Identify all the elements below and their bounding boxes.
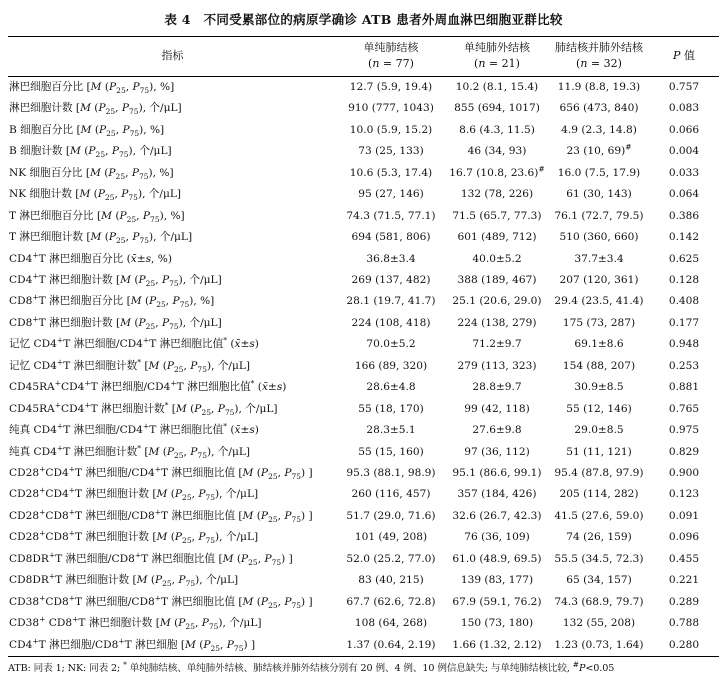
table-row [8,227,719,248]
row-label: T 淋巴细胞计数 [M ($P_{25}$, $P_{75}$), 个/μL] [9,231,193,246]
row-label: B 细胞计数 [M ($P_{25}$, $P_{75}$), 个/μL] [9,145,172,160]
cell-p-value: 0.765 [668,402,700,415]
cell-p-value: 0.083 [668,102,700,115]
cell-p-value: 0.064 [668,188,700,201]
table-row [8,635,719,657]
row-label: 记忆 CD4+T 淋巴细胞/CD4+T 淋巴细胞比值* (x̄±s) [9,335,259,351]
table-row [8,313,719,334]
cell-group3-value: 510 (360, 660) [559,231,639,244]
cell-p-value: 0.221 [668,574,700,587]
cell-p-value: 0.829 [668,445,700,458]
header-group-extrapulmonary [445,37,549,77]
cell-group1-value: 55 (15, 160) [358,445,424,458]
cell-p-value: 0.096 [668,531,700,544]
cell-group1-value: 910 (777, 1043) [348,102,434,115]
cell-group1-value: 10.6 (5.3, 17.4) [349,166,433,179]
table-row [8,420,719,441]
row-label: CD8+T 淋巴细胞计数 [M ($P_{25}$, $P_{75}$), 个/μL] [9,314,222,331]
cell-group1-value: 73 (25, 133) [358,145,424,158]
table-row [8,184,719,205]
cell-group2-value: 150 (73, 180) [460,617,534,630]
cell-p-value: 0.253 [668,359,700,372]
cell-group1-value: 95.3 (88.1, 98.9) [346,467,436,480]
cell-group2-value: 357 (184, 426) [457,488,537,501]
table-row [8,592,719,613]
cell-group2-value: 224 (138, 279) [457,316,537,329]
table-row [8,549,719,570]
cell-group3-value: 95.4 (87.8, 97.9) [554,467,644,480]
cell-group3-value: 207 (120, 361) [559,273,639,286]
group-name: 单纯肺外结核 [464,41,530,54]
table-row [8,334,719,355]
cell-p-value: 0.625 [668,252,700,265]
table-row [8,570,719,591]
cell-group2-value: 32.6 (26.7, 42.3) [452,509,542,522]
row-label: CD28+CD8+T 淋巴细胞/CD8+T 淋巴细胞比值 [M ($P_{25}$, $P_{75}$) ] [9,507,313,525]
cell-group3-value: 175 (73, 287) [562,316,636,329]
row-label: NK 细胞计数 [M ($P_{25}$, $P_{75}$), 个/μL] [9,188,182,203]
table-row [8,463,719,484]
group-name: 单纯肺结核 [363,41,419,54]
row-label: CD4+T 淋巴细胞/CD8+T 淋巴细胞 [M ($P_{25}$, $P_{75}$) ] [9,636,256,653]
cell-group1-value: 269 (137, 482) [351,273,431,286]
cell-p-value: 0.177 [668,316,700,329]
cell-group1-value: 101 (49, 208) [354,531,428,544]
cell-p-value: 0.289 [668,595,700,608]
cell-group3-value: 4.9 (2.3, 14.8) [561,123,637,136]
table-footnote: ATB: 同表 1; NK: 同表 2; * 单纯肺结核、单纯肺外结核、肺结核并肺外结核分别有 20 例、4 例、10 例信息缺失; 与单纯肺结核比较, #P<0.05 [8,659,615,675]
row-label: CD38+ CD8+T 淋巴细胞计数 [M ($P_{25}$, $P_{75}$), 个/μL] [9,614,262,632]
row-label: NK 细胞百分比 [M ($P_{25}$, $P_{75}$), %] [9,166,174,181]
cell-group3-value: 656 (473, 840) [559,102,639,115]
cell-group2-value: 1.66 (1.32, 2.12) [452,638,542,651]
cell-p-value: 0.128 [668,273,700,286]
cell-group1-value: 83 (40, 215) [358,574,424,587]
row-label: CD28+CD4+T 淋巴细胞计数 [M ($P_{25}$, $P_{75}$), 个/μL] [9,485,259,503]
table-row [8,527,719,548]
table-row [8,291,719,312]
cell-p-value: 0.975 [668,424,700,437]
table-row [8,399,719,420]
header-group-combined [549,37,649,77]
cell-p-value: 0.123 [668,488,700,501]
cell-group2-value: 28.8±9.7 [472,381,522,394]
cell-group3-value: 55 (12, 146) [566,402,632,415]
cell-p-value: 0.900 [668,467,700,480]
cell-group3-value: 76.1 (72.7, 79.5) [554,209,644,222]
header-p-value: P 值 [673,48,695,62]
cell-p-value: 0.948 [668,338,700,351]
row-label: 淋巴细胞计数 [M ($P_{25}$, $P_{75}$), 个/μL] [9,102,182,117]
cell-p-value: 0.386 [668,209,700,222]
cell-p-value: 0.788 [668,617,700,630]
table-row [8,206,719,227]
cell-group2-value: 132 (78, 226) [460,188,534,201]
cell-group3-value: 55.5 (34.5, 72.3) [554,552,644,565]
cell-group1-value: 166 (89, 320) [354,359,428,372]
cell-group1-value: 67.7 (62.6, 72.8) [346,595,436,608]
cell-p-value: 0.066 [668,123,700,136]
cell-group1-value: 28.3±5.1 [366,424,416,437]
header-indicator: 指标 [161,48,184,62]
cell-group3-value: 1.23 (0.73, 1.64) [554,638,644,651]
cell-group1-value: 10.0 (5.9, 15.2) [349,123,433,136]
cell-group1-value: 70.0±5.2 [366,338,416,351]
cell-group2-value: 71.2±9.7 [472,338,522,351]
cell-group1-value: 36.8±3.4 [366,252,416,265]
cell-group1-value: 694 (581, 806) [351,231,431,244]
header-group-pulmonary [337,37,445,77]
table-row [8,484,719,505]
cell-group3-value: 16.0 (7.5, 17.9) [557,166,641,179]
table-row [8,98,719,119]
table-row [8,270,719,291]
group-name: 肺结核并肺外结核 [555,41,643,54]
cell-group2-value: 601 (489, 712) [457,231,537,244]
cell-group2-value: 40.0±5.2 [472,252,522,265]
cell-group2-value: 16.7 (10.8, 23.6)# [449,164,545,179]
cell-group2-value: 67.9 (59.1, 76.2) [452,595,542,608]
cell-group3-value: 30.9±8.5 [574,381,624,394]
row-label: 记忆 CD4+T 淋巴细胞计数* [M ($P_{25}$, $P_{75}$), 个/μL] [9,357,251,374]
row-label: CD8DR+T 淋巴细胞计数 [M ($P_{25}$, $P_{75}$), 个/μL] [9,571,239,589]
cell-group3-value: 61 (30, 143) [566,188,632,201]
row-label: CD28+CD8+T 淋巴细胞计数 [M ($P_{25}$, $P_{75}$), 个/μL] [9,528,259,546]
cell-group3-value: 205 (114, 282) [559,488,639,501]
cell-group1-value: 52.0 (25.2, 77.0) [346,552,436,565]
row-label: CD4+T 淋巴细胞百分比 (x̄±s, %) [9,249,172,265]
group-n: (n = 77) [368,56,414,70]
row-label: CD28+CD4+T 淋巴细胞/CD4+T 淋巴细胞比值 [M ($P_{25}$, $P_{75}$) ] [9,464,313,482]
cell-group1-value: 108 (64, 268) [354,617,428,630]
cell-group2-value: 10.2 (8.1, 15.4) [455,80,539,93]
cell-group3-value: 74.3 (68.9, 79.7) [554,595,644,608]
cell-group1-value: 51.7 (29.0, 71.6) [346,509,436,522]
cell-group2-value: 95.1 (86.6, 99.1) [452,467,542,480]
cell-group3-value: 29.4 (23.5, 41.4) [554,295,644,308]
cell-p-value: 0.033 [668,166,700,179]
table-title: 表 4 不同受累部位的病原学确诊 ATB 患者外周血淋巴细胞亚群比较 [164,12,563,27]
cell-group2-value: 71.5 (65.7, 77.3) [452,209,542,222]
row-label: B 细胞百分比 [M ($P_{25}$, $P_{75}$), %] [9,123,165,138]
table-header [8,37,719,77]
cell-group1-value: 1.37 (0.64, 2.19) [346,638,436,651]
cell-group2-value: 46 (34, 93) [467,145,527,158]
cell-group2-value: 279 (113, 323) [457,359,537,372]
table-row [8,613,719,634]
lymphocyte-comparison-table [8,36,719,657]
row-label: CD45RA+CD4+T 淋巴细胞计数* [M ($P_{25}$, $P_{75}$), 个/μL] [9,400,278,417]
cell-group1-value: 74.3 (71.5, 77.1) [346,209,436,222]
cell-group1-value: 28.1 (19.7, 41.7) [346,295,436,308]
cell-p-value: 0.408 [668,295,700,308]
cell-p-value: 0.004 [668,145,700,158]
cell-p-value: 0.757 [668,80,700,93]
cell-group3-value: 69.1±8.6 [574,338,624,351]
cell-group1-value: 224 (108, 418) [351,316,431,329]
row-label: 淋巴细胞百分比 [M ($P_{25}$, $P_{75}$), %] [9,80,175,95]
row-label: CD38+CD8+T 淋巴细胞/CD8+T 淋巴细胞比值 [M ($P_{25}$, $P_{75}$) ] [9,593,313,610]
cell-group2-value: 99 (42, 118) [464,402,530,415]
cell-p-value: 0.881 [668,381,700,394]
row-label: CD45RA+CD4+T 淋巴细胞/CD4+T 淋巴细胞比值* (x̄±s) [9,378,287,394]
cell-group3-value: 23 (10, 69)# [566,142,632,158]
cell-group2-value: 25.1 (20.6, 29.0) [452,295,542,308]
cell-group3-value: 154 (88, 207) [562,359,636,372]
header-row [8,37,719,77]
cell-group2-value: 61.0 (48.9, 69.5) [452,552,542,565]
table-row [8,163,719,184]
cell-group2-value: 855 (694, 1017) [454,102,540,115]
group-n: (n = 21) [474,56,520,70]
cell-group3-value: 41.5 (27.6, 59.0) [554,509,644,522]
cell-p-value: 0.280 [668,638,700,651]
table-row [8,120,719,141]
cell-group3-value: 132 (55, 208) [562,617,636,630]
cell-group1-value: 28.6±4.8 [366,381,416,394]
row-label: 纯真 CD4+T 淋巴细胞计数* [M ($P_{25}$, $P_{75}$), 个/μL] [9,443,251,460]
row-label: 纯真 CD4+T 淋巴细胞/CD4+T 淋巴细胞比值* (x̄±s) [9,421,259,437]
table-row [8,356,719,377]
cell-group2-value: 76 (36, 109) [464,531,530,544]
cell-group1-value: 260 (116, 457) [351,488,431,501]
cell-group3-value: 29.0±8.5 [574,424,624,437]
table-row [8,249,719,270]
cell-group1-value: 95 (27, 146) [358,188,424,201]
cell-group3-value: 51 (11, 121) [566,445,632,458]
table-body [8,76,719,656]
table-row [8,506,719,527]
row-label: CD4+T 淋巴细胞计数 [M ($P_{25}$, $P_{75}$), 个/μL] [9,271,222,289]
group-n: (n = 32) [576,56,622,70]
table-row [8,76,719,98]
cell-group3-value: 74 (26, 159) [566,531,632,544]
table-row [8,442,719,463]
row-label: T 淋巴细胞百分比 [M ($P_{25}$, $P_{75}$), %] [9,209,185,224]
cell-group2-value: 97 (36, 112) [464,445,530,458]
cell-p-value: 0.142 [668,231,700,244]
row-label: CD8+T 淋巴细胞百分比 [M ($P_{25}$, $P_{75}$), %] [9,292,215,310]
cell-group2-value: 8.6 (4.3, 11.5) [459,123,535,136]
cell-group3-value: 65 (34, 157) [566,574,632,587]
cell-group2-value: 388 (189, 467) [457,273,537,286]
cell-p-value: 0.455 [668,552,700,565]
cell-group2-value: 27.6±9.8 [472,424,522,437]
cell-group2-value: 139 (83, 177) [460,574,534,587]
cell-group1-value: 55 (18, 170) [358,402,424,415]
table-row [8,377,719,398]
table-row [8,141,719,162]
cell-group1-value: 12.7 (5.9, 19.4) [349,80,433,93]
cell-group3-value: 11.9 (8.8, 19.3) [557,80,641,93]
cell-group3-value: 37.7±3.4 [574,252,624,265]
cell-p-value: 0.091 [668,509,700,522]
row-label: CD8DR+T 淋巴细胞/CD8+T 淋巴细胞比值 [M ($P_{25}$, $P_{75}$) ] [9,550,293,567]
